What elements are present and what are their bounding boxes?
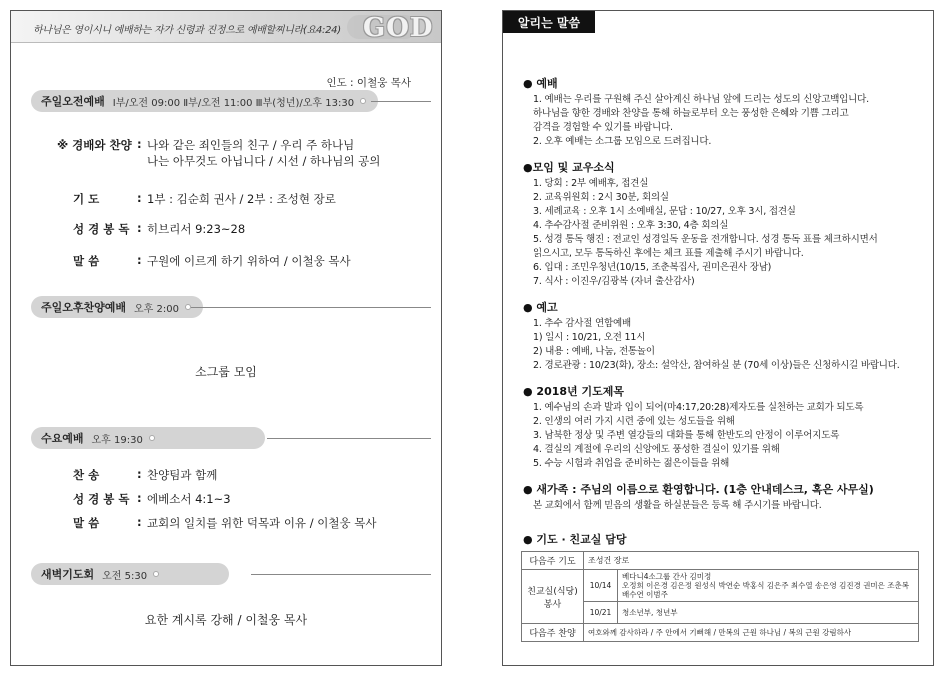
row-value-2: 나는 아무것도 아닙니다 / 시선 / 하나님의 공의 [147,154,381,168]
row-label: 말 씀 [73,254,100,268]
service-leader: 인도 : 이철웅 목사 [326,77,411,89]
row-label: ※ 경배와 찬양 [57,138,132,152]
meetings-line: 3. 세례교육 : 오후 1시 소예배실, 문답 : 10/27, 오후 3시, 접견실 [533,206,796,217]
afternoon-service-pill [31,296,203,318]
divider-line [267,438,431,439]
meetings-line: 4. 추수감사절 준비위원 : 오후 3:30, 4층 회의실 [533,220,729,231]
morning-service-header [31,90,378,112]
god-logo: GOD [363,13,434,43]
table-row [522,624,919,642]
notice-line: 1) 일시 : 10/21, 오전 11시 [533,332,646,343]
duty-names-line1: 베다니4소그룹 간사 김미정 [622,572,712,581]
duty-names-line2: 오정희 이은경 김은정 원성식 박연순 박홍식 김은주 최수열 송은영 김진경 권미은 조춘복 [622,581,910,590]
prayer-line: 4. 결실의 계절에 우리의 신앙에도 풍성한 결실이 있기를 위해 [533,444,780,455]
row-value: 나와 같은 죄인들의 친구 / 우리 주 하나님 [147,138,355,152]
meetings-line: 읽으시고, 모두 통독하신 후에는 체크 표를 제출해 주시기 바랍니다. [533,248,804,259]
next-praise-label: 다음주 찬양 [522,624,584,642]
newcomers-line: 본 교회에서 함께 믿음의 생활을 하실분들은 등록 해 주시기를 바랍니다. [533,500,822,511]
duty-names-line3: 배수연 이범주 [622,590,668,599]
duty-date: 10/21 [584,602,618,624]
banner-verse: 하나님은 영이시니 예배하는 자가 신령과 진정으로 예배할찌니라(요4:24) [33,25,341,36]
dawn-service-times: 오전 5:30 [102,570,148,582]
row-value: 교회의 일치를 위한 덕목과 이유 / 이철웅 목사 [147,516,377,530]
divider-line [371,101,431,102]
notice-line: 2. 경로관광 : 10/23(화), 장소: 설악산, 참여하실 분 (70세 이상)들은 신청하시길 바랍니다. [533,360,900,371]
row-label: 성 경 봉 독 [73,492,130,506]
announcements-page [502,10,934,666]
row-label: 말 씀 [73,516,100,530]
worship-line: 감격을 경험할 수 있기를 바랍니다. [533,122,673,133]
dawn-service-header [31,563,229,585]
row-value: 찬양팀과 함께 [147,468,218,482]
bullet-dot [153,571,159,577]
morning-service-pill [31,90,378,112]
row-value: 구원에 이르게 하기 위하여 / 이철웅 목사 [147,254,351,268]
worship-order-page: 하나님은 영이시니 예배하는 자가 신령과 진정으로 예배할찌니라(요4:24) GOD 인도 : 이철웅 목사 주일오전예배 Ⅰ부/오전 09:00 Ⅱ부/오전 11:00 Ⅲ부(청년)/오후 13:30 ※ 경배와 찬양 : 나와 같은 죄인들의 친구 / 우리 주 하나님 나는 아무것도 아닙니다 / 시선 / 하나님의 공의 기 도 : 1부 : 김순희 권사 / 2부 : 조성현 장로 성 경 봉 독 : 히브리서 9:23~28 말 씀 : 구원에 이르게 하기 위하여 / 이철웅 목사 주일오후찬양예배 오후 2:00 소그룹 모임 수요예배 오후 19:30 찬 송 : 찬양팀과 함께 성 경 봉 독 : 에베소서 4:1~3 말 씀 : 교회의 일치를 위한 덕목과 이유 / 이철웅 목사 새벽기도회 오전 5:30 요한 계시록 강해 / 이철웅 목사 [10,10,442,666]
afternoon-service-times: 오후 2:00 [134,303,179,315]
notice-line: 2) 내용 : 예배, 나눔, 전통놀이 [533,346,655,357]
meetings-line: 6. 입대 : 조민우청년(10/15, 조춘복집사, 권미은권사 장남) [533,262,772,273]
verse-banner [11,11,441,43]
prayer-line: 5. 수능 시험과 취업을 준비하는 젊은이들을 위해 [533,458,730,469]
row-value: 히브리서 9:23~28 [147,222,246,236]
wednesday-service-name: 수요예배 [41,432,84,445]
bullet-dot [360,98,366,104]
divider-line [251,574,431,575]
bullet-dot [149,435,155,441]
meetings-line: 1. 당회 : 2부 예배후, 접견실 [533,178,649,189]
wednesday-service-times: 오후 19:30 [91,434,143,446]
newcomers-section-title: ● 새가족 : 주님의 이름으로 환영합니다. (1층 안내데스크, 혹은 사무실) [523,483,874,496]
row-label: 찬 송 [73,468,100,482]
afternoon-program: 소그룹 모임 [195,365,257,379]
meetings-section-title: ●모임 및 교우소식 [523,161,615,174]
morning-service-times: Ⅰ부/오전 09:00 Ⅱ부/오전 11:00 Ⅲ부(청년)/오후 13:30 [112,97,355,109]
next-praise-value: 여호와께 감사하라 / 주 안에서 기뻐해 / 만복의 근원 하나님 / 복의 근원 강림하사 [584,624,919,642]
wednesday-service-header [31,427,265,449]
meetings-line: 2. 교육위원회 : 2시 30분, 회의실 [533,192,669,203]
afternoon-service-name: 주일오후찬양예배 [41,301,127,314]
wednesday-service-pill [31,427,265,449]
row-value: 에베소서 4:1~3 [147,492,231,506]
afternoon-service-header [31,296,203,318]
duty-names [618,570,919,602]
kitchen-label-line1: 친교실(식당) [527,586,578,597]
morning-service-name: 주일오전예배 [41,95,105,108]
next-prayer-value: 조성건 장로 [584,552,919,570]
row-label: 성 경 봉 독 [73,222,130,236]
prayer-line: 3. 남북한 정상 및 주변 열강들의 대화를 통해 한반도의 안정이 이루어지도록 [533,430,840,441]
kitchen-label [522,570,584,624]
notice-section-title: ● 예고 [523,301,558,314]
kitchen-label-line2: 봉사 [543,599,562,610]
duty-date: 10/14 [584,570,618,602]
worship-line: 1. 예배는 우리를 구원해 주신 살아계신 하나님 앞에 드리는 성도의 신앙고백입니다. [533,94,869,105]
table-row [522,570,919,602]
worship-line: 하나님을 향한 경배와 찬양을 통해 하늘로부터 오는 풍성한 은혜와 기쁨 그리고 [533,108,849,119]
dawn-service-pill [31,563,229,585]
prayer-line: 1. 예수님의 손과 발과 입이 되어(마4:17,20:28)제자도를 실천하는 교회가 되도록 [533,402,864,413]
dawn-service-name: 새벽기도회 [41,568,95,581]
duty-table [521,551,919,642]
meetings-line: 7. 식사 : 이진우/김광복 (자녀 출산감사) [533,276,695,287]
announcements-heading: 알리는 말씀 [503,11,595,33]
duty-section-title: ● 기도 · 친교실 담당 [523,533,627,546]
duty-names: 청소년부, 청년부 [618,602,919,624]
divider-line [191,307,431,308]
worship-section-title: ● 예배 [523,77,558,90]
prayer-section-title: ● 2018년 기도제목 [523,385,625,398]
row-value: 1부 : 김순희 권사 / 2부 : 조성현 장로 [147,192,336,206]
worship-line: 2. 오후 예배는 소그룹 모임으로 드려집니다. [533,136,712,147]
notice-line: 1. 추수 감사절 연합예배 [533,318,631,329]
dawn-program: 요한 계시록 강해 / 이철웅 목사 [144,613,308,627]
row-label: 기 도 [73,192,100,206]
prayer-line: 2. 인생의 여러 가지 시련 중에 있는 성도들을 위해 [533,416,735,427]
meetings-line: 5. 성경 통독 행진 : 전교인 성경일독 운동을 전개합니다. 성경 통독 표를 체크하시면서 [533,234,878,245]
next-prayer-label: 다음주 기도 [522,552,584,570]
table-row [522,552,919,570]
